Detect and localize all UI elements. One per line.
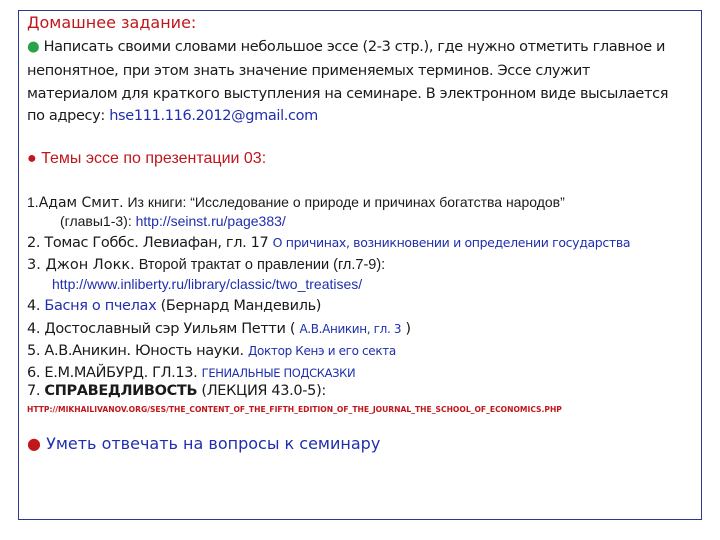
item-number: 5. <box>27 343 41 359</box>
item-author: Адам Смит. <box>38 195 124 211</box>
item-link[interactable]: О причинах, возникновении и определении государства <box>272 235 631 250</box>
list-item <box>27 365 355 381</box>
item-url[interactable]: HTTP://MIKHAILIVANOV.ORG/SES/THE_CONTENT_OF_THE_FIFTH_EDITION_OF_THE_JOURNAL_THE_SCHOOL_OF_ECONOMICS.PHP <box>27 405 562 414</box>
final-task <box>27 434 380 453</box>
homework-line-1 <box>27 39 665 55</box>
item-link[interactable]: Басня о пчелах <box>44 298 157 314</box>
list-item <box>27 194 565 211</box>
item-paren-open: ( <box>289 321 300 337</box>
item-author: Джон Локк. <box>40 257 135 273</box>
list-item <box>27 257 385 273</box>
item-link[interactable]: ГЕНИАЛЬНЫЕ ПОДСКАЗКИ <box>201 366 356 380</box>
list-item <box>27 321 411 337</box>
item-number: 1. <box>27 194 39 210</box>
address-label: по адресу: <box>27 108 110 124</box>
item-text: (Бернард Мандевиль) <box>156 298 322 314</box>
list-item-sub <box>52 276 362 292</box>
list-item <box>27 235 630 251</box>
item-number: 4. <box>27 298 41 314</box>
item-link[interactable]: Доктор Кенэ и его секта <box>248 344 396 358</box>
bullet-icon: ● <box>27 39 40 55</box>
final-text: Уметь отвечать на вопросы к семинару <box>46 434 381 453</box>
list-item-sub <box>60 213 286 229</box>
item-number: 3. <box>27 257 41 273</box>
item-sub-text: (главы1-3): <box>60 213 136 229</box>
item-bold: СПРАВЕДЛИВОСТЬ <box>44 383 198 399</box>
homework-line-2: непонятное, при этом знать значение применяемых терминов. Эссе служит <box>27 63 591 79</box>
item-number: 4. <box>27 321 41 337</box>
item-text: Томас Гоббс. Левиафан, гл. 17 <box>40 235 273 251</box>
item-link[interactable]: А.В.Аникин, гл. 3 <box>299 322 402 336</box>
item-text: Из книги: “Исследование о природе и причинах богатства народов” <box>123 194 565 210</box>
item-text: (ЛЕКЦИЯ 43.0-5): <box>197 383 326 399</box>
item-paren-close: ) <box>401 321 411 337</box>
list-item <box>27 383 326 399</box>
topics-title: Темы эссе по презентации 03: <box>41 150 267 167</box>
homework-line-4 <box>27 108 318 124</box>
homework-text-1: Написать своими словами небольшое эссе (2-3 стр.), где нужно отметить главное и <box>43 39 666 55</box>
item-text: Второй трактат о правлении (гл.7-9): <box>134 257 386 273</box>
item-number: 6. <box>27 365 41 381</box>
item-text: А.В.Аникин. Юность науки. <box>40 343 249 359</box>
homework-line-3: материалом для краткого выступления на семинаре. В электронном виде высылается <box>27 86 669 102</box>
item-link[interactable]: http://seinst.ru/page383/ <box>135 213 286 229</box>
item-text: Е.М.МАЙБУРД. ГЛ.13. <box>40 365 202 381</box>
item-number: 7. <box>27 383 41 399</box>
email-link[interactable]: hse111.116.2012@gmail.com <box>109 108 318 124</box>
list-item <box>27 343 396 359</box>
list-item <box>27 298 321 314</box>
homework-title: Домашнее задание: <box>27 13 197 32</box>
bullet-icon: ● <box>27 434 41 453</box>
topics-heading <box>27 150 266 168</box>
item-number: 2. <box>27 235 41 251</box>
item-link[interactable]: http://www.inliberty.ru/library/classic/two_treatises/ <box>52 276 363 292</box>
item-text: Достославный сэр Уильям Петти <box>40 321 290 337</box>
bullet-icon: ● <box>27 150 37 167</box>
